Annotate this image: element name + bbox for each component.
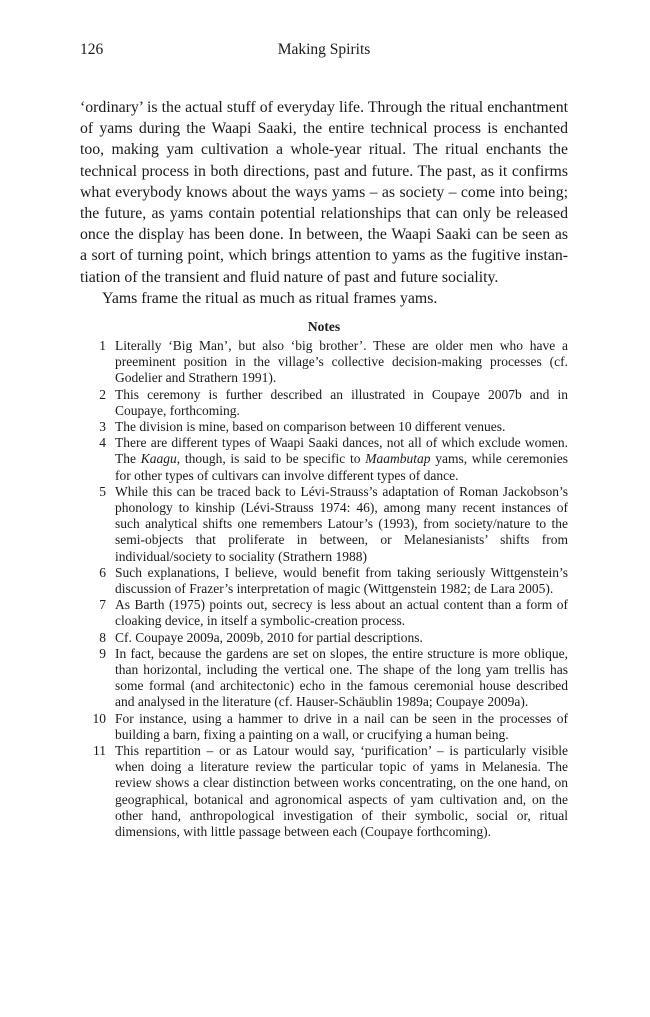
note-item [80,435,568,484]
note-text [106,435,568,484]
note-number: 6 [99,564,106,580]
note-number: 11 [93,743,106,759]
note-text: The division is mine, based on comparison between 10 different venues. [115,419,506,435]
note-text-part: yams, while ceremonies for other types of cultivars can involve different types of dance. [115,451,568,483]
note-item [80,338,568,387]
note-item [80,597,568,629]
note-text: This ceremony is further described an illustrated in Coupaye 2007b and in Coupaye, forthcoming. [115,386,568,418]
note-number: 5 [99,483,106,499]
note-number: 1 [99,338,106,353]
running-title: Making Spirits [277,41,371,58]
note-item [80,646,568,711]
note-italic-term: Kaagu [140,451,177,467]
note-item [80,711,568,743]
note-text: For instance, using a hammer to drive in a nail can be seen in the processes of building a barn, fixing a painting on a wall, or crucifying a human being. [115,710,568,742]
note-text: Literally ‘Big Man’, but also ‘big brother’. These are older men who have a preeminent position in the village’s collective decision-making processes (cf. Godelier and Strathern 1991). [115,338,568,386]
note-number: 3 [99,419,106,435]
notes-list [80,338,568,840]
note-number: 7 [99,597,106,613]
note-text: As Barth (1975) points out, secrecy is less about an actual content than a form of cloaking device, in itself a symbolic-creation process. [115,597,568,629]
body-paragraph: ‘ordinary’ is the actual stuff of everyday life. Through the ritual enchantment of yams during the Waapi Saaki, the entire technical process is enchanted too, making yam cultivation a whole-year ritual. The ritual enchants the technical process in both directions, past and future. The past, as it confirms what everybody knows about the ways yams – as society – come into being; the future, as yams contain potential relationships that can only be released once the display has been done. In between, the Waapi Saaki can be seen as a sort of turning point, which brings attention to yams as the fugitive instantiation of the transient and fluid nature of past and future sociality. [80,99,568,286]
note-text-part: , though, is said to be specific to [176,451,366,467]
note-text: While this can be traced back to Lévi-Strauss’s adaptation of Roman Jackobson’s phonology to kinship (Lévi-Strauss 1974: 46), among many recent instances of such analytical shifts one remembers Latour’s (1993), from society/nature to the semi-objects that proliferate in between, or Melanesianists’ shifts from individual/society to sociality (Strathern 1988) [115,483,568,564]
note-text: This repartition – or as Latour would say, ‘purification’ – is particularly visible when doing a literature review the particular topic of yams in Melanesia. The review shows a clear distinction between works concentrating, on the one hand, on geographical, botanical and agronomical aspects of yam cultivation and, on the other hand, anthropological investigation of their symbolic, social or, ritual dimensions, with little passage between each (Coupaye forthcoming). [115,743,568,840]
note-number: 9 [99,645,106,661]
note-item [80,419,568,435]
running-head [80,41,568,63]
note-item [80,743,568,840]
note-number: 10 [92,710,106,726]
note-italic-term: Maambutap [365,451,431,467]
note-item [80,387,568,419]
note-text: Cf. Coupaye 2009a, 2009b, 2010 for partial descriptions. [115,629,423,645]
note-item [80,565,568,597]
page-number: 126 [80,41,104,58]
note-number: 4 [99,435,106,451]
note-text: In fact, because the gardens are set on slopes, the entire structure is more oblique, than horizontal, including the vertical one. The shape of the long yam trellis has some formal (and architectonic) echo in the famous ceremonial house described and analysed in the literature (cf. Hauser-Schäublin 1989a; Coupaye 2009a). [115,645,568,710]
note-number: 2 [99,386,106,402]
note-item [80,484,568,565]
note-number: 8 [99,629,106,645]
note-text: Such explanations, I believe, would benefit from taking seriously Wittgenstein’s discussion of Frazer’s interpretation of magic (Wittgenstein 1982; de Lara 2005). [115,564,568,597]
note-text-part: There are different types of Waapi Saaki dances, not all of which exclude women. The [115,435,568,467]
notes-heading: Notes [307,319,341,334]
note-item [80,630,568,646]
body-paragraph: Yams frame the ritual as much as ritual frames yams. [102,289,438,307]
body-text [80,97,568,309]
